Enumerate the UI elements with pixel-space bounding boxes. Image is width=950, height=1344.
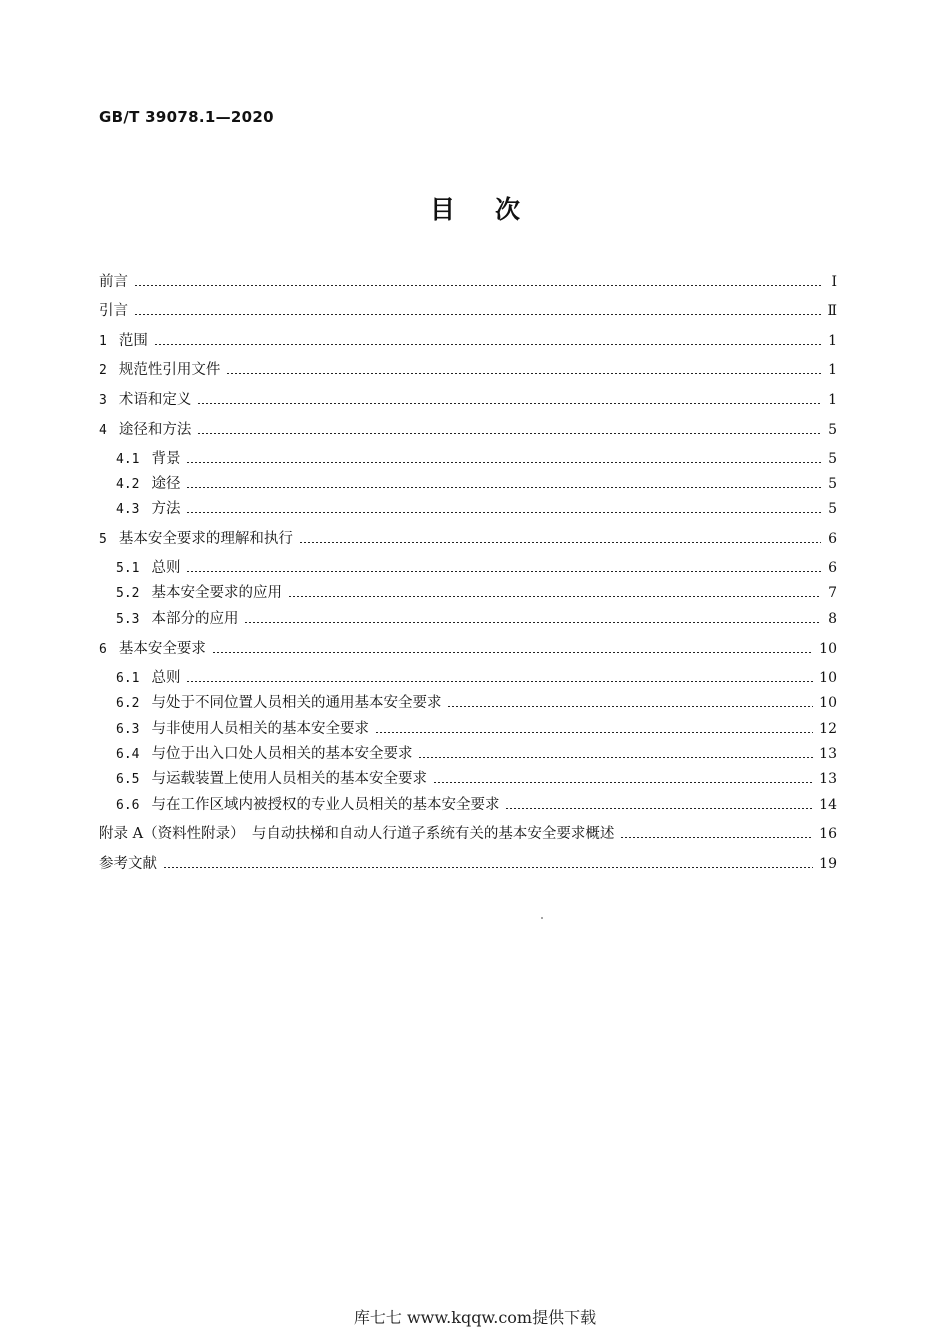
toc-entry-number: 2 (99, 363, 107, 378)
toc-entry-label: 本部分的应用 (151, 611, 239, 627)
toc-entry-number: 4.2 (116, 477, 140, 492)
toc-entry-page: 19 (819, 856, 837, 872)
toc-dot-leader (244, 622, 821, 623)
toc-entry[interactable] (116, 582, 837, 604)
toc-entry[interactable] (116, 743, 837, 765)
toc-dot-leader (197, 403, 821, 404)
toc-entry[interactable] (99, 823, 837, 845)
toc-entry[interactable] (99, 359, 837, 381)
toc-entry-label: 基本安全要求 (118, 641, 206, 657)
toc-dot-leader (375, 732, 813, 733)
toc-entry-number: 6.5 (116, 772, 140, 787)
toc-entry-number: 5.1 (116, 561, 140, 576)
toc-entry-label: 与处于不同位置人员相关的通用基本安全要求 (151, 695, 442, 711)
toc-entry-number: 6.4 (116, 747, 140, 762)
toc-entry-label: 背景 (151, 451, 181, 467)
toc-entry-page: 1 (828, 362, 837, 378)
toc-entry[interactable] (116, 692, 837, 714)
toc-entry-page: 5 (828, 422, 837, 438)
standard-code: GB/T 39078.1—2020 (99, 108, 274, 126)
toc-entry-page: 7 (828, 585, 837, 601)
toc-entry[interactable] (116, 667, 837, 689)
toc-entry[interactable] (116, 498, 837, 520)
toc-dot-leader (134, 285, 821, 286)
toc-entry-label: 术语和定义 (118, 392, 192, 408)
toc-entry-number: 5.3 (116, 612, 140, 627)
page-title: 目次 (429, 195, 560, 224)
toc-entry[interactable] (116, 768, 837, 790)
toc-entry-page: Ⅰ (831, 274, 837, 290)
toc-dot-leader (447, 706, 813, 707)
toc-dot-leader (433, 782, 813, 783)
toc-dot-leader (299, 542, 821, 543)
toc-entry-label: 方法 (151, 501, 181, 517)
toc-entry-page: 10 (819, 695, 837, 711)
toc-entry-label: 途径和方法 (118, 422, 192, 438)
toc-entry-number: 3 (99, 393, 107, 408)
toc-entry-page: 13 (819, 771, 837, 787)
toc-entry-page: 5 (828, 451, 837, 467)
toc-entry-number: 4.1 (116, 452, 140, 467)
toc-entry-page: 13 (819, 746, 837, 762)
toc-entry-page: 1 (828, 333, 837, 349)
toc-entry-label: 与在工作区域内被授权的专业人员相关的基本安全要求 (151, 797, 500, 813)
toc-dot-leader (163, 867, 813, 868)
toc-dot-leader (505, 808, 813, 809)
toc-dot-leader (418, 757, 813, 758)
toc-entry-number: 6.2 (116, 696, 140, 711)
toc-entry[interactable] (116, 718, 837, 740)
toc-dot-leader (154, 344, 821, 345)
toc-dot-leader (186, 681, 813, 682)
toc-entry-number: 1 (99, 334, 107, 349)
toc-entry-label: 附录 A（资料性附录） 与自动扶梯和自动人行道子系统有关的基本安全要求概述 (99, 826, 615, 842)
toc-entry-label: 途径 (151, 476, 181, 492)
toc-entry-number: 6.3 (116, 722, 140, 737)
toc-entry-page: 6 (828, 560, 837, 576)
toc-entry-page: 16 (819, 826, 837, 842)
toc-entry[interactable] (116, 448, 837, 470)
toc-entry-label: 与运载装置上使用人员相关的基本安全要求 (151, 771, 427, 787)
toc-entry[interactable] (116, 608, 837, 630)
toc-entry-page: 10 (819, 670, 837, 686)
toc-entry-page: 10 (819, 641, 837, 657)
toc-entry[interactable] (116, 794, 837, 816)
toc-entry-page: 6 (828, 531, 837, 547)
toc-entry[interactable] (116, 557, 837, 579)
toc-dot-leader (186, 512, 821, 513)
toc-entry[interactable] (99, 330, 837, 352)
toc-entry-label: 引言 (99, 303, 128, 319)
toc-entry-label: 范围 (118, 333, 148, 349)
toc-dot-leader (186, 487, 821, 488)
toc-entry-label: 与非使用人员相关的基本安全要求 (151, 721, 369, 737)
toc-entry-page: Ⅱ (827, 303, 837, 319)
toc-dot-leader (134, 314, 821, 315)
toc-entry[interactable] (99, 271, 837, 293)
toc-entry[interactable] (99, 300, 837, 322)
toc-entry[interactable] (116, 473, 837, 495)
toc-entry-page: 14 (819, 797, 837, 813)
toc-entry[interactable] (99, 419, 837, 441)
stray-dot (541, 917, 543, 919)
toc-dot-leader (288, 596, 821, 597)
toc-entry-label: 参考文献 (99, 856, 157, 872)
toc-entry-label: 基本安全要求的应用 (151, 585, 282, 601)
toc-entry-label: 总则 (151, 670, 181, 686)
toc-entry-number: 5 (99, 532, 107, 547)
toc-entry[interactable] (99, 638, 837, 660)
toc-dot-leader (226, 373, 821, 374)
toc-dot-leader (212, 652, 813, 653)
toc-entry-number: 6 (99, 642, 107, 657)
toc-entry[interactable] (99, 389, 837, 411)
toc-dot-leader (197, 433, 821, 434)
toc-entry-number: 5.2 (116, 586, 140, 601)
toc-entry-page: 8 (828, 611, 837, 627)
toc-entry-label: 基本安全要求的理解和执行 (118, 531, 293, 547)
toc-entry-page: 5 (828, 476, 837, 492)
footer-download-note: 库七七 www.kqqw.com提供下载 (353, 1308, 597, 1327)
toc-entry[interactable] (99, 853, 837, 875)
toc-dot-leader (186, 571, 821, 572)
toc-entry-label: 总则 (151, 560, 181, 576)
toc-entry-page: 5 (828, 501, 837, 517)
toc-entry-page: 12 (819, 721, 837, 737)
toc-entry-page: 1 (828, 392, 837, 408)
toc-dot-leader (620, 837, 813, 838)
toc-entry-number: 4.3 (116, 502, 140, 517)
toc-entry-number: 6.1 (116, 671, 140, 686)
toc-entry-number: 6.6 (116, 798, 140, 813)
toc-entry-number: 4 (99, 423, 107, 438)
toc-entry-label: 规范性引用文件 (118, 362, 221, 378)
toc-entry-label: 前言 (99, 274, 128, 290)
toc-entry[interactable] (99, 528, 837, 550)
toc-dot-leader (186, 462, 821, 463)
toc-entry-label: 与位于出入口处人员相关的基本安全要求 (151, 746, 413, 762)
